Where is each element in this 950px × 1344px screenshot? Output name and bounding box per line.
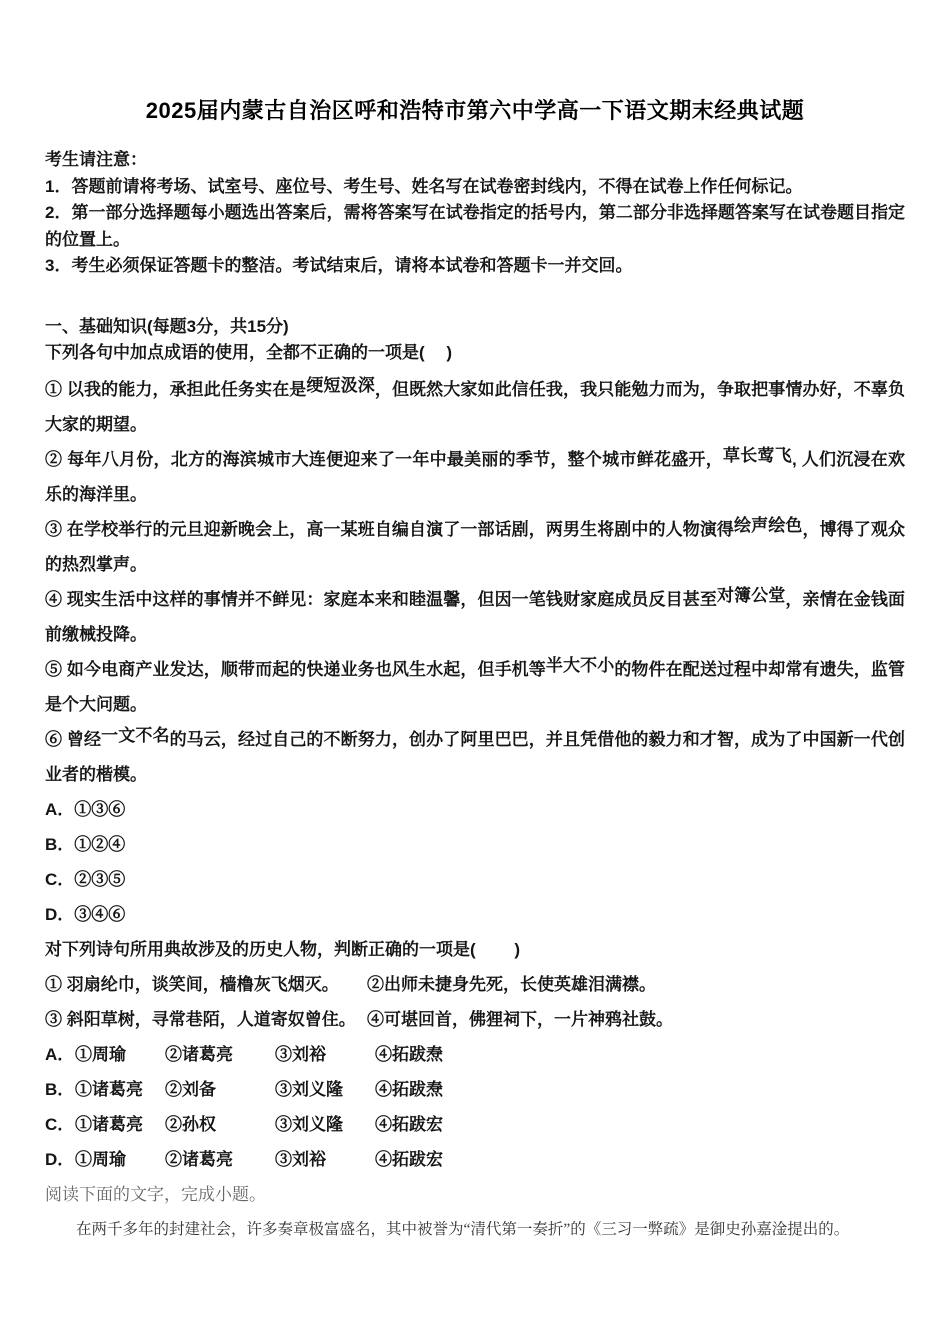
sentence-pre: ④ 现实生活中这样的事情并不鲜见：家庭本来和睦温馨，但因一笔钱财家庭成员反目甚至: [45, 589, 717, 609]
sentence-post: , 人们沉浸在欢乐的海洋里。: [45, 449, 905, 504]
q2-option-row-a: [45, 1037, 905, 1072]
option-cell: ①诸葛亮: [75, 1114, 143, 1134]
q2-stem: 对下列诗句所用典故涉及的历史人物，判断正确的一项是( ): [45, 939, 521, 959]
q1-option-b: B．①②④: [45, 834, 126, 854]
idiom-emphasis: 对簿公堂: [716, 585, 786, 605]
option-cell: ③刘义隆: [275, 1114, 343, 1134]
q1-sentence-2: [45, 442, 905, 512]
option-cell: ④拓跋宏: [375, 1149, 443, 1169]
page-title: 2025届内蒙古自治区呼和浩特市第六中学高一下语文期末经典试题: [145, 98, 805, 123]
q1-sentence-6: [45, 722, 905, 792]
option-cell: ③刘裕: [275, 1044, 326, 1064]
option-cell: ④拓跋焘: [375, 1044, 443, 1064]
poem-quote-3: ③ 斜阳草树，寻常巷陌，人道寄奴曾住。: [45, 1009, 356, 1029]
q1-stem: 下列各句中加点成语的使用，全都不正确的一项是( ): [45, 343, 453, 362]
option-cell: ②孙权: [165, 1114, 216, 1134]
option-cell: ④拓跋宏: [375, 1114, 443, 1134]
sentence-pre: ③ 在学校举行的元旦迎新晚会上，高一某班自编自演了一部话剧，两男生将剧中的人物演得: [45, 519, 735, 539]
q2-option-row-c: [45, 1107, 905, 1142]
q1-option-c: C．②③⑤: [45, 869, 126, 889]
reading-paragraph: 在两千多年的封建社会，许多奏章极富盛名，其中被誉为“清代第一奏折”的《三习一弊疏》是御史孙嘉淦提出的。: [76, 1220, 850, 1238]
sentence-pre: ⑥ 曾经: [45, 729, 102, 749]
option-cell: ①周瑜: [75, 1149, 126, 1169]
q1-option-d: D．③④⑥: [45, 904, 126, 924]
poem-quote-2: ②出师未捷身先死，长使英雄泪满襟。: [367, 974, 656, 994]
sentence-post: 的马云，经过自己的不断努力，创办了阿里巴巴，并且凭借他的毅力和才智，成为了中国新一代创业者的楷模。: [45, 729, 905, 784]
option-letter: B．: [45, 1079, 75, 1099]
sentence-post: ，但既然大家如此信任我，我只能勉力而为，争取把事情办好，不辜负大家的期望。: [45, 379, 906, 434]
option-letter: C．: [45, 1114, 75, 1134]
option-cell: ②诸葛亮: [165, 1149, 233, 1169]
sentence-post: ，博得了观众的热烈掌声。: [45, 519, 905, 574]
q1-sentence-1: [45, 372, 905, 442]
idiom-emphasis: 半大不小: [545, 655, 615, 675]
idiom-emphasis: 绠短汲深: [306, 375, 375, 395]
notice-item-3: 3．考生必须保证答题卡的整洁。考试结束后，请将本试卷和答题卡一并交回。: [45, 256, 633, 275]
sentence-pre: ② 每年八月份，北方的海滨城市大连便迎来了一年中最美丽的季节，整个城市鲜花盛开，: [45, 449, 723, 469]
option-cell: ④拓跋焘: [375, 1079, 443, 1099]
section1-heading: 一、基础知识(每题3分，共15分): [45, 316, 289, 336]
poem-quote-1: ① 羽扇纶巾，谈笑间，樯橹灰飞烟灭。: [45, 974, 339, 994]
section1-body: [45, 372, 905, 1247]
q1-sentence-3: [45, 512, 905, 582]
option-cell: ①周瑜: [75, 1044, 126, 1064]
q2-poem-line-1: [45, 967, 905, 1002]
idiom-emphasis: 草长莺飞: [722, 445, 793, 465]
q1-option-a: A．①③⑥: [45, 799, 126, 819]
option-cell: ②刘备: [165, 1079, 216, 1099]
notice-heading: 考生请注意：: [45, 150, 147, 169]
q1-sentence-4: [45, 582, 905, 652]
notice-item-1: 1．答题前请将考场、试室号、座位号、考生号、姓名写在试卷密封线内，不得在试卷上作任何标记。: [45, 176, 803, 196]
q1-sentence-5: [45, 652, 905, 722]
notice-item-2: 2．第一部分选择题每小题选出答案后，需将答案写在试卷指定的括号内，第二部分非选择题答案写在试卷题目指定的位置上。: [45, 203, 905, 249]
section1-header: [45, 314, 905, 367]
sentence-pre: ① 以我的能力，承担此任务实在是: [45, 379, 307, 399]
q2-option-row-d: [45, 1142, 905, 1177]
sentence-post: ，亲情在金钱面前缴械投降。: [45, 589, 905, 644]
reading-instruction: 阅读下面的文字，完成小题。: [45, 1184, 266, 1204]
idiom-emphasis: 绘声绘色: [734, 515, 803, 535]
poem-quote-4: ④可堪回首，佛狸祠下，一片神鸦社鼓。: [367, 1009, 673, 1029]
idiom-emphasis: 一文不名: [101, 725, 170, 745]
notice-section: [45, 147, 905, 280]
option-cell: ①诸葛亮: [75, 1079, 143, 1099]
sentence-post: 的物件在配送过程中却常有遗失，监管是个大问题。: [45, 659, 905, 714]
option-cell: ③刘裕: [275, 1149, 326, 1169]
q2-option-row-b: [45, 1072, 905, 1107]
q2-poem-line-2: [45, 1002, 905, 1037]
sentence-pre: ⑤ 如今电商产业发达，顺带而起的快递业务也风生水起，但手机等: [45, 659, 546, 679]
option-cell: ②诸葛亮: [165, 1044, 233, 1064]
option-cell: ③刘义隆: [275, 1079, 343, 1099]
option-letter: D．: [45, 1149, 75, 1169]
option-letter: A．: [45, 1044, 75, 1064]
